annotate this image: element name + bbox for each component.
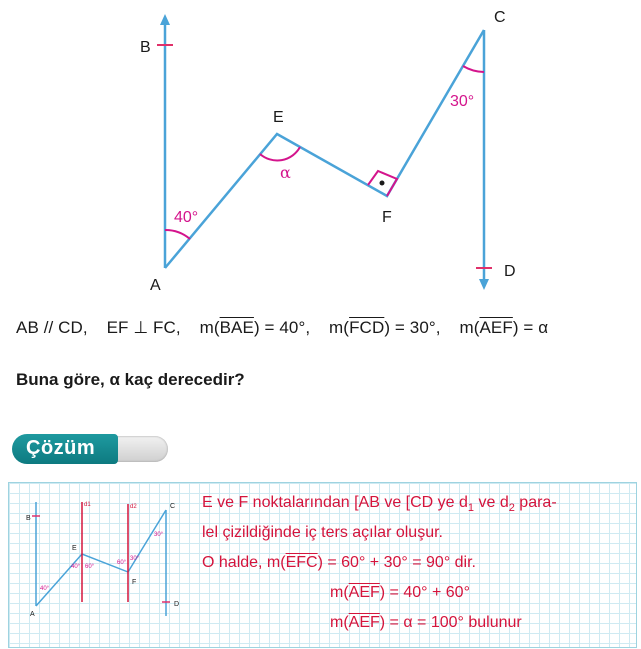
label-d: D bbox=[504, 263, 516, 280]
arrow-d bbox=[479, 279, 489, 290]
given-bae: $m(\overline{BAE}) = 40^\circ$, bbox=[199, 318, 311, 337]
small-label-e: E bbox=[72, 545, 77, 552]
small-path-aefc bbox=[36, 510, 166, 606]
small-angle-40-bottom: 40° bbox=[40, 586, 50, 592]
arc-bae bbox=[165, 230, 190, 239]
small-label-f: F bbox=[132, 579, 137, 586]
solution-tab-label: Çözüm bbox=[26, 437, 96, 459]
solution-tab bbox=[12, 432, 168, 466]
small-angle-30-top: 30° bbox=[154, 532, 164, 538]
small-label-d2: d2 bbox=[130, 504, 137, 510]
label-a: A bbox=[150, 277, 161, 294]
small-angle-40-mid: 40° bbox=[71, 564, 81, 570]
small-label-a: A bbox=[30, 611, 35, 618]
label-f: F bbox=[382, 209, 392, 226]
solution-line-1: E ve F noktalarından [AB ve [CD ye $d_1$ ve $d_2$ para- bbox=[202, 494, 557, 515]
question-text: Buna göre, α kaç derecedir? bbox=[16, 370, 245, 389]
given-fcd: $m(\overline{FCD}) = 30^\circ$, bbox=[329, 318, 441, 337]
path-aefc bbox=[165, 30, 484, 268]
angle-fcd-label: 30° bbox=[450, 93, 475, 110]
given-conditions bbox=[16, 318, 548, 338]
solution-line-2: lel çizildiğinde iç ters açılar oluşur. bbox=[202, 524, 443, 541]
given-parallel: AB // CD, bbox=[16, 318, 88, 337]
small-angle-60-mid: 60° bbox=[85, 564, 95, 570]
small-label-d: D bbox=[174, 601, 180, 608]
label-c: C bbox=[494, 9, 506, 26]
small-label-b: B bbox=[26, 515, 31, 522]
angle-aef-label: α bbox=[280, 163, 291, 182]
solution-diagram bbox=[24, 488, 192, 638]
arrow-b bbox=[160, 14, 170, 25]
arc-fcd bbox=[463, 66, 484, 72]
small-label-c: C bbox=[170, 503, 176, 510]
solution-line-3: O halde, $m(\overline{EFC}) = 60^\circ + 30^\circ = 90^\circ$ dir. bbox=[202, 554, 476, 571]
small-angle-30-right: 30° bbox=[130, 556, 140, 562]
small-angle-60-right: 60° bbox=[117, 560, 127, 566]
main-diagram bbox=[0, 0, 641, 300]
solution-line-5: $m(\overline{AEF}) = \alpha = 100^\circ$ bulunur bbox=[330, 614, 522, 631]
right-angle-dot bbox=[380, 181, 385, 186]
solution-line-4: $m(\overline{AEF}) = 40^\circ + 60^\circ$ bbox=[330, 584, 470, 601]
small-label-d1: d1 bbox=[84, 502, 91, 508]
label-e: E bbox=[273, 109, 284, 126]
label-b: B bbox=[140, 39, 151, 56]
given-perpendicular: EF ⊥ FC, bbox=[106, 318, 181, 337]
given-aef: $m(\overline{AEF}) = \alpha$ bbox=[459, 318, 549, 337]
angle-bae-label: 40° bbox=[174, 209, 199, 226]
